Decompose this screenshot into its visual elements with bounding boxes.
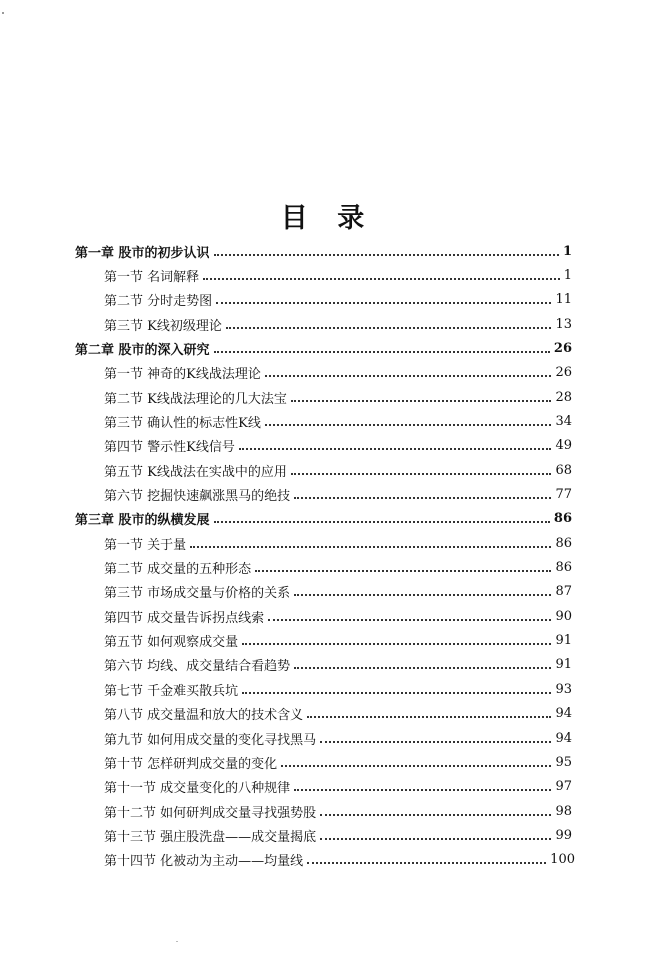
toc-section-entry[interactable] <box>104 823 572 847</box>
toc-entry-title: 第十三节 强庄股洗盘——成交量揭底 <box>104 829 317 845</box>
toc-page-number: 1 <box>562 243 572 259</box>
toc-section-entry[interactable] <box>104 556 572 580</box>
toc-entry-title: 第五节 如何观察成交量 <box>104 635 239 651</box>
dot-leader <box>242 642 551 645</box>
toc-page-number: 28 <box>555 389 572 405</box>
toc-section-entry[interactable] <box>104 677 572 701</box>
toc-entry-title: 第五节 K线战法在实战中的应用 <box>104 464 287 480</box>
toc-page-number: 94 <box>555 730 572 746</box>
page-title: 目 录 <box>280 203 375 234</box>
toc-section-entry[interactable] <box>104 434 572 458</box>
dot-leader <box>214 253 559 256</box>
toc-section-entry[interactable] <box>104 385 572 409</box>
toc-section-entry[interactable] <box>104 799 572 823</box>
dot-leader <box>307 861 546 864</box>
dot-leader <box>294 666 551 669</box>
toc-section-entry[interactable] <box>104 409 572 433</box>
toc-section-entry[interactable] <box>104 288 572 312</box>
toc-entry-title: 第十四节 化被动为主动——均量线 <box>104 854 304 870</box>
toc-page-number: 26 <box>555 365 572 381</box>
toc-entry-title: 第二节 成交量的五种形态 <box>104 562 252 578</box>
toc-entry-title: 第六节 挖掘快速飙涨黑马的绝技 <box>104 489 291 504</box>
toc-entry-title: 第一节 名词解释 <box>104 269 200 285</box>
toc-entry-title: 第九节 如何用成交量的变化寻找黑马 <box>104 732 317 748</box>
toc-section-entry[interactable] <box>104 312 572 336</box>
scan-mark <box>176 941 178 942</box>
toc-section-entry[interactable] <box>104 702 572 726</box>
toc-page-number: 91 <box>555 633 572 649</box>
scan-mark <box>2 12 4 14</box>
dot-leader <box>291 472 552 475</box>
toc-entry-title: 第二节 分时走势图 <box>104 294 213 310</box>
toc-entry-title: 第三章 股市的纵横发展 <box>75 513 210 529</box>
dot-leader <box>268 618 551 621</box>
toc-page-number: 87 <box>555 584 572 600</box>
toc-chapter-entry[interactable] <box>75 239 572 263</box>
toc-section-entry[interactable] <box>104 653 572 677</box>
dot-leader <box>216 301 551 304</box>
toc-chapter-entry[interactable] <box>75 336 572 360</box>
toc-page-number: 49 <box>555 438 572 454</box>
toc-chapter-entry[interactable] <box>75 507 572 531</box>
toc-page-number: 97 <box>555 779 572 795</box>
dot-leader <box>294 788 551 791</box>
dot-leader <box>281 764 551 767</box>
toc-page-number: 13 <box>555 316 572 332</box>
dot-leader <box>320 813 551 816</box>
toc-page-number: 93 <box>555 681 572 697</box>
dot-leader <box>239 447 552 450</box>
toc-section-entry[interactable] <box>104 750 572 774</box>
dot-leader <box>242 691 551 694</box>
toc-entry-title: 第四节 警示性K线信号 <box>104 440 235 456</box>
toc-page-number: 34 <box>555 413 572 429</box>
toc-entry-title: 第四节 成交量告诉拐点线索 <box>104 610 265 626</box>
toc-page-number: 98 <box>555 803 572 819</box>
toc-section-entry[interactable] <box>104 848 575 872</box>
dot-leader <box>255 569 551 572</box>
toc-section-entry[interactable] <box>104 775 572 799</box>
toc-page-number: 86 <box>553 511 572 527</box>
dot-leader <box>214 520 550 523</box>
toc-entry-title: 第十二节 如何研判成交量寻找强势股 <box>104 805 317 821</box>
toc-page-number: 90 <box>555 608 572 624</box>
toc-page-number: 91 <box>555 657 572 673</box>
toc-entry-title: 第一章 股市的初步认识 <box>75 245 210 261</box>
toc-entry-title: 第三节 确认性的标志性K线 <box>104 415 261 431</box>
dot-leader <box>265 423 552 426</box>
toc-page-number: 99 <box>555 827 572 843</box>
dot-leader <box>307 715 551 718</box>
toc-section-entry[interactable] <box>104 483 572 507</box>
toc-entry-title: 第十一节 成交量变化的八种规律 <box>104 781 291 797</box>
toc-page-number: 11 <box>555 292 572 308</box>
toc-entry-title: 第八节 成交量温和放大的技术含义 <box>104 708 304 724</box>
dot-leader <box>320 740 551 743</box>
toc-section-entry[interactable] <box>104 726 572 750</box>
dot-leader <box>203 277 560 280</box>
dot-leader <box>294 593 551 596</box>
dot-leader <box>226 326 552 329</box>
toc-entry-title: 第二章 股市的深入研究 <box>75 342 210 358</box>
dot-leader <box>190 545 551 548</box>
dot-leader <box>294 496 551 499</box>
toc-entry-title: 第一节 神奇的K线战法理论 <box>104 367 261 383</box>
dot-leader <box>291 399 552 402</box>
toc-page-number: 68 <box>555 462 572 478</box>
toc-page-number: 86 <box>555 535 572 551</box>
toc-page-number: 1 <box>563 267 572 283</box>
toc-section-entry[interactable] <box>104 458 572 482</box>
toc-section-entry[interactable] <box>104 361 572 385</box>
toc-entry-title: 第十节 怎样研判成交量的变化 <box>104 756 278 772</box>
dot-leader <box>320 837 551 840</box>
dot-leader <box>214 350 550 353</box>
toc-entry-title: 第一节 关于量 <box>104 537 187 553</box>
toc-section-entry[interactable] <box>104 580 572 604</box>
toc-section-entry[interactable] <box>104 531 572 555</box>
toc-page-number: 94 <box>555 706 572 722</box>
toc-section-entry[interactable] <box>104 629 572 653</box>
toc-entry-title: 第三节 K线初级理论 <box>104 318 222 334</box>
toc-page-number: 26 <box>553 340 572 356</box>
toc-entry-title: 第二节 K线战法理论的几大法宝 <box>104 391 287 407</box>
toc-entry-title: 第七节 千金难买散兵坑 <box>104 683 239 699</box>
toc-page-number: 100 <box>550 852 575 868</box>
toc-section-entry[interactable] <box>104 604 572 628</box>
toc-entry-title: 第三节 市场成交量与价格的关系 <box>104 586 291 602</box>
toc-entry-title: 第六节 均线、成交量结合看趋势 <box>104 659 291 675</box>
toc-page-number: 86 <box>555 560 572 576</box>
dot-leader <box>265 374 552 377</box>
toc-page-number: 95 <box>555 754 572 770</box>
toc-section-entry[interactable] <box>104 263 572 287</box>
toc-page-number: 77 <box>555 487 572 502</box>
